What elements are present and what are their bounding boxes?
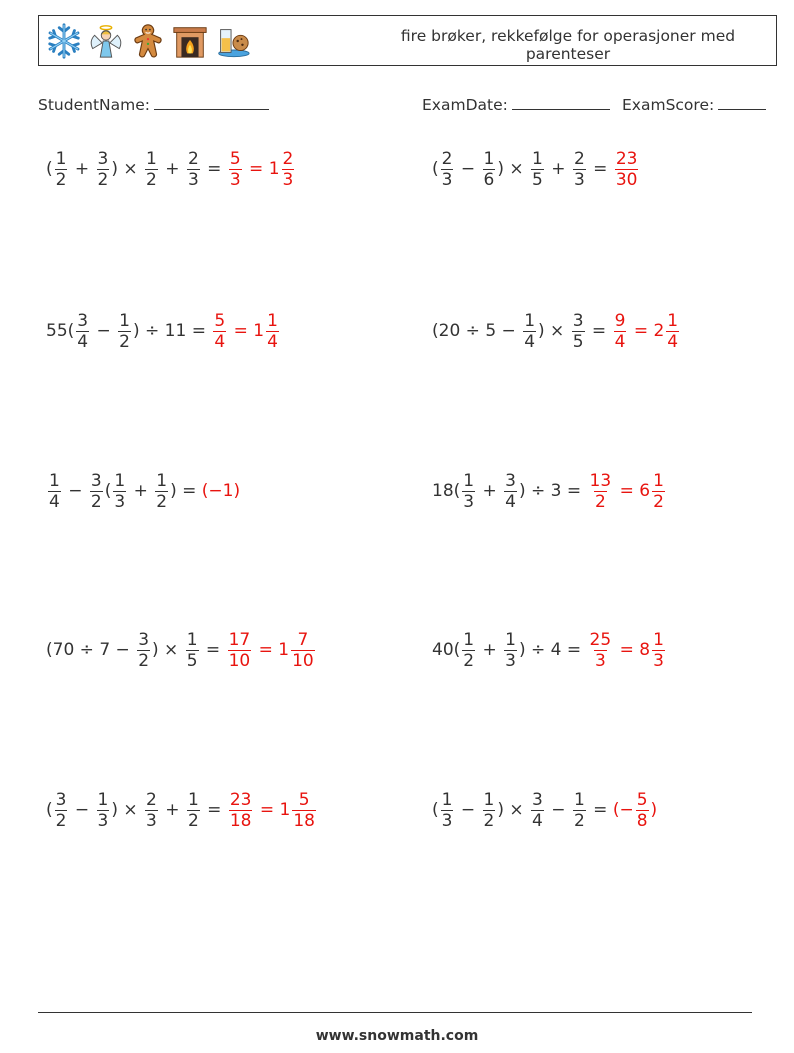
answer-fraction xyxy=(229,149,242,190)
fraction xyxy=(55,149,68,190)
exam-score-label: ExamScore: xyxy=(622,96,715,114)
expression-text: − xyxy=(545,800,571,820)
expression-text: = xyxy=(201,800,227,820)
fraction xyxy=(187,149,200,190)
numerator: 5 xyxy=(229,148,241,169)
denominator: 4 xyxy=(77,331,89,352)
answer-fraction xyxy=(615,149,639,190)
denominator: 2 xyxy=(97,169,109,190)
worksheet-header xyxy=(38,15,777,66)
numerator: 1 xyxy=(49,470,60,491)
numerator: 2 xyxy=(187,148,199,169)
denominator: 4 xyxy=(524,331,536,352)
answer-fraction xyxy=(213,311,226,352)
denominator: 4 xyxy=(532,810,543,831)
numerator: 2 xyxy=(146,789,157,810)
denominator: 3 xyxy=(653,650,664,671)
expression-text: ) × xyxy=(497,800,530,820)
fraction xyxy=(97,790,110,831)
student-name-field[interactable] xyxy=(38,93,269,114)
denominator: 4 xyxy=(614,331,626,352)
fraction xyxy=(76,311,89,352)
numerator: 1 xyxy=(119,310,130,331)
fraction xyxy=(137,630,150,671)
numerator: 3 xyxy=(532,789,543,810)
denominator: 2 xyxy=(573,810,585,831)
denominator: 8 xyxy=(636,810,648,831)
denominator: 3 xyxy=(146,810,157,831)
expression-text: (70 ÷ 7 − xyxy=(46,640,136,660)
fraction xyxy=(573,790,586,831)
denominator: 2 xyxy=(119,331,130,352)
expression-text: ( xyxy=(432,159,439,179)
answer-text: = 1 xyxy=(254,800,291,820)
fireplace-icon xyxy=(171,22,209,60)
expression-text: ) × xyxy=(538,321,570,341)
denominator: 2 xyxy=(138,650,150,671)
exam-date-field[interactable] xyxy=(422,93,610,114)
answer-text: = 6 xyxy=(614,481,651,501)
answer-fraction xyxy=(652,630,665,671)
numerator: 2 xyxy=(282,148,294,169)
numerator: 1 xyxy=(463,629,475,650)
answer-fraction xyxy=(229,790,253,831)
numerator: 1 xyxy=(505,629,516,650)
expression-text: = xyxy=(587,800,613,820)
numerator: 1 xyxy=(524,310,536,331)
expression-text: + xyxy=(159,800,185,820)
expression-text: − xyxy=(62,481,88,501)
answer-fraction xyxy=(614,311,627,352)
numerator: 25 xyxy=(589,629,612,650)
expression-text: ) ÷ 3 = xyxy=(518,481,587,501)
numerator: 23 xyxy=(615,148,638,169)
denominator: 3 xyxy=(441,169,453,190)
answer-fraction xyxy=(666,311,679,352)
answer-fraction xyxy=(266,311,279,352)
answer-fraction xyxy=(636,790,649,831)
student-fields xyxy=(38,93,771,115)
expression-text: (20 ÷ 5 − xyxy=(432,321,522,341)
exam-score-blank[interactable] xyxy=(718,93,766,110)
denominator: 2 xyxy=(156,491,168,512)
expression-text: ) × xyxy=(111,800,144,820)
numerator: 1 xyxy=(483,789,495,810)
expression-text: = xyxy=(587,159,613,179)
fraction xyxy=(483,149,496,190)
problem-1 xyxy=(46,145,296,193)
answer-text: = 1 xyxy=(253,640,290,660)
expression-text: − xyxy=(91,321,117,341)
answer-text: ) xyxy=(650,800,658,820)
denominator: 3 xyxy=(573,169,585,190)
denominator: 2 xyxy=(90,491,102,512)
fraction xyxy=(48,471,61,512)
fraction xyxy=(55,790,68,831)
answer-text: = 1 xyxy=(228,321,265,341)
expression-text: + xyxy=(128,481,154,501)
denominator: 2 xyxy=(55,169,67,190)
expression-text: ( xyxy=(46,800,53,820)
numerator: 2 xyxy=(573,148,585,169)
expression-text: − xyxy=(69,800,95,820)
fraction xyxy=(572,311,585,352)
expression-text: − xyxy=(455,800,481,820)
answer-text: = 8 xyxy=(614,640,651,660)
denominator: 2 xyxy=(653,491,664,512)
denominator: 18 xyxy=(229,810,252,831)
exam-date-label: ExamDate: xyxy=(422,96,508,114)
numerator: 7 xyxy=(297,629,309,650)
gingerbread-man-icon xyxy=(129,22,167,60)
numerator: 1 xyxy=(187,789,199,810)
expression-text: ) = xyxy=(170,481,202,501)
numerator: 1 xyxy=(653,470,664,491)
fraction xyxy=(531,790,544,831)
footer-url: www.snowmath.com xyxy=(315,1028,479,1044)
numerator: 1 xyxy=(97,789,109,810)
fraction xyxy=(462,630,475,671)
expression-text: + xyxy=(69,159,95,179)
denominator: 10 xyxy=(292,650,314,671)
expression-text: ) ÷ 11 = xyxy=(132,321,212,341)
denominator: 3 xyxy=(505,650,516,671)
denominator: 2 xyxy=(463,650,475,671)
fraction xyxy=(118,311,131,352)
answer-fraction xyxy=(291,630,315,671)
denominator: 2 xyxy=(594,491,606,512)
numerator: 3 xyxy=(77,310,89,331)
denominator: 3 xyxy=(594,650,606,671)
answer-fraction xyxy=(292,790,316,831)
expression-text: ) × xyxy=(111,159,144,179)
denominator: 2 xyxy=(187,810,199,831)
denominator: 5 xyxy=(186,650,198,671)
numerator: 3 xyxy=(572,310,584,331)
denominator: 5 xyxy=(532,169,543,190)
denominator: 3 xyxy=(114,491,126,512)
numerator: 3 xyxy=(505,470,516,491)
denominator: 2 xyxy=(55,810,67,831)
denominator: 18 xyxy=(293,810,315,831)
fraction xyxy=(186,630,199,671)
fraction xyxy=(113,471,126,512)
fraction xyxy=(187,790,200,831)
problem-10 xyxy=(432,786,657,834)
numerator: 17 xyxy=(228,629,251,650)
expression-text: − xyxy=(455,159,481,179)
expression-text: + xyxy=(477,640,503,660)
numerator: 3 xyxy=(55,789,67,810)
fraction xyxy=(145,149,158,190)
fraction xyxy=(90,471,103,512)
milk-and-cookies-icon xyxy=(213,22,251,60)
fraction xyxy=(441,149,454,190)
numerator: 1 xyxy=(441,789,453,810)
expression-text: ) × xyxy=(497,159,530,179)
denominator: 5 xyxy=(572,331,584,352)
expression-text: ) × xyxy=(152,640,184,660)
numerator: 2 xyxy=(441,148,453,169)
fraction xyxy=(531,149,544,190)
problem-9 xyxy=(46,786,318,834)
fraction xyxy=(523,311,536,352)
numerator: 1 xyxy=(532,148,543,169)
denominator: 2 xyxy=(146,169,157,190)
problem-7 xyxy=(46,626,317,674)
numerator: 5 xyxy=(214,310,226,331)
fraction xyxy=(573,149,586,190)
expression-text: 55( xyxy=(46,321,75,341)
denominator: 4 xyxy=(667,331,679,352)
answer-fraction xyxy=(652,471,665,512)
answer-fraction xyxy=(589,630,613,671)
angel-icon xyxy=(87,22,125,60)
denominator: 4 xyxy=(505,491,516,512)
answer-text: = 2 xyxy=(628,321,665,341)
numerator: 5 xyxy=(636,789,648,810)
numerator: 1 xyxy=(483,148,495,169)
denominator: 4 xyxy=(49,491,60,512)
denominator: 4 xyxy=(267,331,278,352)
expression-text: 18( xyxy=(432,481,461,501)
expression-text: + xyxy=(477,481,503,501)
denominator: 4 xyxy=(214,331,226,352)
expression-text: = xyxy=(201,159,227,179)
answer-fraction xyxy=(228,630,252,671)
denominator: 3 xyxy=(229,169,241,190)
problem-8 xyxy=(432,626,667,674)
expression-text: ( xyxy=(46,159,53,179)
numerator: 1 xyxy=(267,310,278,331)
answer-text: = 1 xyxy=(243,159,280,179)
numerator: 1 xyxy=(653,629,664,650)
numerator: 1 xyxy=(146,148,157,169)
fraction xyxy=(483,790,496,831)
expression-text: ( xyxy=(432,800,439,820)
expression-text: = xyxy=(200,640,226,660)
footer-divider xyxy=(38,1012,752,1013)
numerator: 3 xyxy=(90,470,102,491)
answer-text: (−1) xyxy=(201,481,241,501)
snowflake-icon xyxy=(45,22,83,60)
numerator: 3 xyxy=(138,629,150,650)
problem-2 xyxy=(432,145,640,193)
header-icons xyxy=(45,22,251,62)
denominator: 3 xyxy=(463,491,475,512)
exam-date-blank[interactable] xyxy=(512,93,610,110)
problem-5 xyxy=(46,467,240,515)
expression-text: 40( xyxy=(432,640,461,660)
expression-text: + xyxy=(159,159,185,179)
fraction xyxy=(504,471,517,512)
denominator: 3 xyxy=(282,169,294,190)
student-name-blank[interactable] xyxy=(154,93,269,110)
denominator: 3 xyxy=(97,810,109,831)
fraction xyxy=(155,471,168,512)
denominator: 3 xyxy=(441,810,453,831)
expression-text: = xyxy=(586,321,612,341)
problem-3 xyxy=(46,307,281,355)
numerator: 1 xyxy=(463,470,475,491)
numerator: 9 xyxy=(614,310,626,331)
numerator: 13 xyxy=(589,470,612,491)
problem-6 xyxy=(432,467,667,515)
numerator: 1 xyxy=(156,470,168,491)
numerator: 5 xyxy=(298,789,310,810)
problem-4 xyxy=(432,307,681,355)
answer-fraction xyxy=(282,149,295,190)
worksheet-title: fire brøker, rekkefølge for operasjoner med parenteser xyxy=(400,27,736,63)
fraction xyxy=(462,471,475,512)
denominator: 2 xyxy=(483,810,495,831)
numerator: 1 xyxy=(114,470,126,491)
denominator: 10 xyxy=(228,650,251,671)
fraction xyxy=(441,790,454,831)
denominator: 30 xyxy=(615,169,638,190)
expression-text: ( xyxy=(104,481,112,501)
answer-fraction xyxy=(589,471,613,512)
expression-text: + xyxy=(545,159,571,179)
numerator: 1 xyxy=(186,629,198,650)
numerator: 3 xyxy=(97,148,109,169)
numerator: 1 xyxy=(667,310,679,331)
student-name-label: StudentName: xyxy=(38,96,150,114)
numerator: 23 xyxy=(229,789,252,810)
numerator: 1 xyxy=(573,789,585,810)
fraction xyxy=(97,149,110,190)
numerator: 1 xyxy=(55,148,67,169)
answer-text: (− xyxy=(612,800,634,820)
denominator: 3 xyxy=(187,169,199,190)
fraction xyxy=(504,630,517,671)
expression-text: ) ÷ 4 = xyxy=(518,640,587,660)
fraction xyxy=(145,790,158,831)
denominator: 6 xyxy=(483,169,495,190)
exam-score-field[interactable] xyxy=(622,93,766,114)
